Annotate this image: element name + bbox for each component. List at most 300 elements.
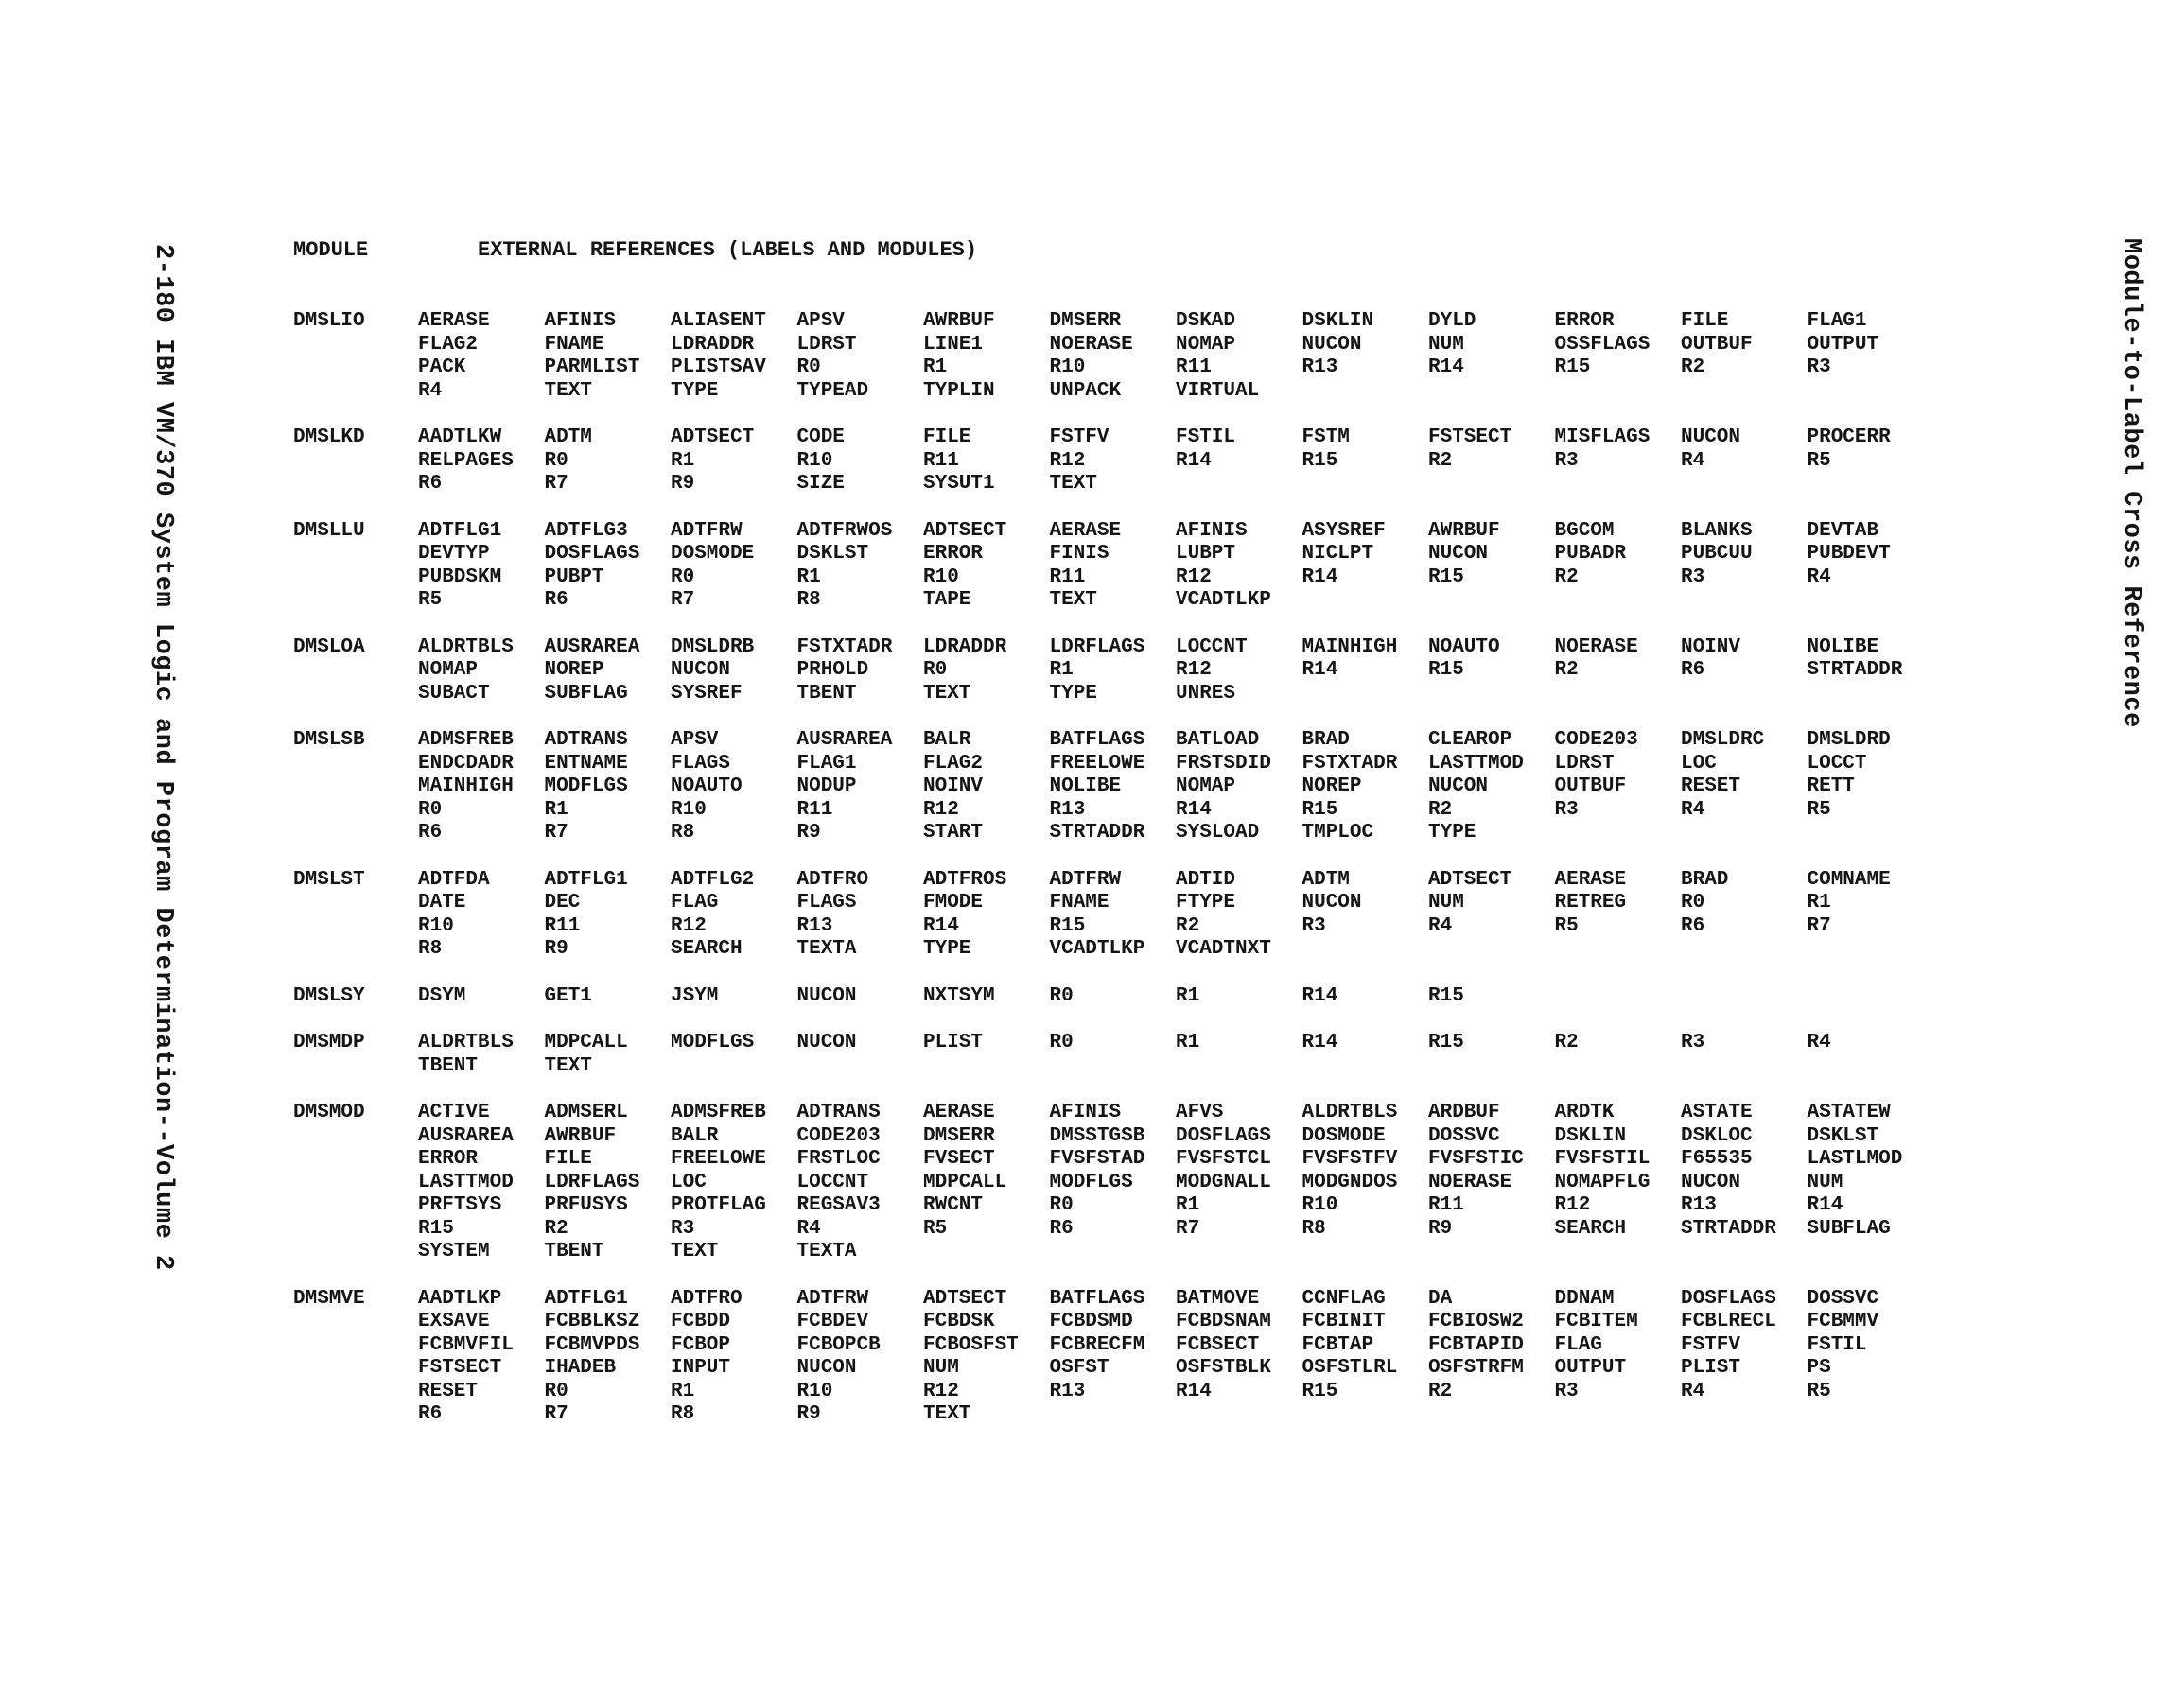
reference-label: R9 xyxy=(544,938,568,960)
reference-label: PUBADR xyxy=(1554,543,1627,565)
module-block xyxy=(293,310,2043,403)
reference-label: STRTADDR xyxy=(1807,659,1903,681)
reference-label: FLAG xyxy=(1554,1333,1602,1356)
reference-label: MODFLGS xyxy=(1049,1171,1133,1193)
reference-label: ADTFRO xyxy=(671,1287,743,1310)
reference-label: FREELOWE xyxy=(671,1148,766,1170)
reference-label: ADTFLG1 xyxy=(544,868,628,891)
reference-label: R14 xyxy=(1176,1380,1212,1402)
reference-label: PUBDEVT xyxy=(1807,543,1891,565)
reference-label: R15 xyxy=(1428,565,1464,588)
reference-label: OSFST xyxy=(1049,1357,1109,1379)
reference-label: LASTTMOD xyxy=(1428,752,1524,774)
reference-label: R10 xyxy=(1049,357,1086,378)
reference-label: R4 xyxy=(1807,1032,1831,1053)
reference-label: R4 xyxy=(1681,449,1705,472)
reference-label: ADTSECT xyxy=(923,1287,1007,1310)
reference-label: PUBCUU xyxy=(1681,543,1753,565)
reference-label: R2 xyxy=(1176,914,1200,937)
reference-label: R0 xyxy=(1049,1032,1074,1053)
reference-label: BATMOVE xyxy=(1176,1287,1260,1310)
reference-label: FVSFSTIL xyxy=(1554,1148,1651,1170)
reference-label: STRTADDR xyxy=(1681,1217,1776,1240)
reference-label: AFINIS xyxy=(1049,1102,1122,1123)
reference-label: CODE203 xyxy=(1554,729,1638,751)
reference-label: R4 xyxy=(1681,1380,1705,1402)
reference-label: FINIS xyxy=(1049,543,1109,565)
reference-label: ADTSECT xyxy=(671,426,755,448)
reference-label: R13 xyxy=(1681,1194,1717,1216)
reference-label: R9 xyxy=(796,1403,821,1425)
module-block xyxy=(293,985,2043,1009)
reference-label: NUCON xyxy=(1302,892,1362,913)
reference-label: R10 xyxy=(923,565,959,588)
reference-label: VCADTLKP xyxy=(1176,589,1271,611)
reference-label: ADTFRW xyxy=(796,1287,869,1310)
reference-label: FLAG2 xyxy=(418,333,479,356)
reference-label: R4 xyxy=(418,379,443,402)
reference-label: PROTFLAG xyxy=(671,1194,766,1216)
reference-label: AWRBUF xyxy=(1428,519,1500,542)
reference-label: FLAG1 xyxy=(796,752,857,774)
reference-label: COMNAME xyxy=(1807,868,1891,891)
reference-label: BATFLAGS xyxy=(1049,1287,1145,1310)
reference-label: R6 xyxy=(418,822,443,844)
reference-label: R14 xyxy=(923,914,959,937)
reference-label: NOERASE xyxy=(1428,1171,1512,1193)
reference-label: NICLPT xyxy=(1302,543,1374,565)
reference-label: NUCON xyxy=(671,659,731,681)
reference-label: R7 xyxy=(544,1403,568,1425)
reference-label: FCBINIT xyxy=(1302,1311,1386,1332)
reference-label: R1 xyxy=(923,357,948,378)
reference-label: R1 xyxy=(1176,1194,1200,1216)
reference-label: R10 xyxy=(796,1380,833,1402)
reference-label: AWRBUF xyxy=(923,310,995,332)
reference-label: R11 xyxy=(1176,357,1212,378)
reference-label: R8 xyxy=(671,1403,695,1425)
reference-label: ADTFLG3 xyxy=(544,519,628,542)
reference-label: LASTLMOD xyxy=(1807,1148,1903,1170)
reference-label: F65535 xyxy=(1681,1148,1753,1170)
reference-label: FCBOP xyxy=(671,1333,731,1356)
reference-label: NOINV xyxy=(1681,635,1741,658)
reference-label: AWRBUF xyxy=(544,1124,617,1147)
reference-label: LDRFLAGS xyxy=(1049,635,1145,658)
reference-label: R8 xyxy=(796,589,821,611)
reference-label: ADTRANS xyxy=(796,1102,881,1123)
reference-label: DOSMODE xyxy=(671,543,755,565)
reference-label: AADTLKP xyxy=(418,1287,502,1310)
reference-label: ADMSFREB xyxy=(418,729,514,751)
reference-label: PLIST xyxy=(1681,1357,1741,1379)
reference-grid xyxy=(418,1102,1933,1264)
reference-label: R11 xyxy=(1428,1194,1464,1216)
reference-label: FCBDSK xyxy=(923,1311,995,1332)
reference-label: TYPE xyxy=(671,379,719,402)
reference-label: R13 xyxy=(1049,1380,1086,1402)
reference-label: MAINHIGH xyxy=(418,775,514,797)
reference-label: ADTFLG1 xyxy=(418,519,502,542)
reference-label: FCBMVPDS xyxy=(544,1333,640,1356)
reference-label: TEXT xyxy=(544,1054,592,1077)
reference-label: MODFLGS xyxy=(544,775,628,797)
reference-label: OUTBUF xyxy=(1681,333,1753,356)
reference-label: DOSSVC xyxy=(1428,1124,1500,1147)
reference-label: R2 xyxy=(1428,798,1453,821)
module-name: DMSLIO xyxy=(293,310,365,332)
reference-label: R6 xyxy=(1681,914,1705,937)
reference-label: MDPCALL xyxy=(544,1032,628,1053)
reference-label: APSV xyxy=(796,310,845,332)
reference-label: FCBIOSW2 xyxy=(1428,1311,1524,1332)
reference-label: NUCON xyxy=(796,1032,857,1053)
reference-label: R10 xyxy=(418,914,454,937)
reference-label: SYSUT1 xyxy=(923,473,995,495)
reference-label: LOC xyxy=(1681,752,1717,774)
reference-label: DMSERR xyxy=(923,1124,995,1147)
reference-label: ALDRTBLS xyxy=(418,1032,514,1053)
reference-label: LOC xyxy=(671,1171,707,1193)
reference-label: R15 xyxy=(1302,798,1338,821)
references-column-header: EXTERNAL REFERENCES (LABELS AND MODULES) xyxy=(478,238,978,262)
reference-label: DOSFLAGS xyxy=(1681,1287,1776,1310)
reference-label: DYLD xyxy=(1428,310,1476,332)
reference-label: R5 xyxy=(1807,1380,1831,1402)
reference-label: R2 xyxy=(1554,659,1579,681)
reference-label: R14 xyxy=(1428,357,1464,378)
reference-label: DSKLST xyxy=(796,543,869,565)
reference-label: ARDBUF xyxy=(1428,1102,1500,1123)
reference-label: SEARCH xyxy=(671,938,743,960)
reference-label: R13 xyxy=(1302,357,1338,378)
reference-label: TEXT xyxy=(544,379,592,402)
reference-label: R14 xyxy=(1302,1032,1338,1053)
reference-label: FILE xyxy=(1681,310,1729,332)
reference-grid xyxy=(418,636,1933,706)
reference-label: DSKLIN xyxy=(1302,310,1374,332)
reference-label: AERASE xyxy=(1049,519,1122,542)
reference-label: ADTFRWOS xyxy=(796,519,893,542)
reference-label: R13 xyxy=(1049,798,1086,821)
reference-label: R1 xyxy=(796,565,821,588)
module-block xyxy=(293,729,2043,845)
reference-label: OSFSTRFM xyxy=(1428,1357,1524,1379)
reference-label: ENTNAME xyxy=(544,752,628,774)
reference-label: LDRST xyxy=(1554,752,1615,774)
reference-label: START xyxy=(923,822,984,844)
reference-label: R3 xyxy=(1554,798,1579,821)
reference-label: NUCON xyxy=(1302,333,1362,356)
reference-label: UNPACK xyxy=(1049,379,1122,402)
reference-label: LOCCT xyxy=(1807,752,1867,774)
reference-label: R7 xyxy=(1176,1217,1200,1240)
reference-label: BALR xyxy=(923,729,971,751)
reference-label: R1 xyxy=(671,1380,695,1402)
reference-label: NOAUTO xyxy=(1428,635,1500,658)
reference-grid xyxy=(418,310,1933,403)
reference-label: R13 xyxy=(796,914,833,937)
reference-label: R15 xyxy=(1302,1380,1338,1402)
reference-label: R6 xyxy=(418,473,443,495)
reference-label: FCBITEM xyxy=(1554,1311,1638,1332)
reference-grid xyxy=(418,869,1933,962)
reference-label: R2 xyxy=(1428,449,1453,472)
reference-label: PRFUSYS xyxy=(544,1194,628,1216)
reference-label: FCBDEV xyxy=(796,1311,869,1332)
reference-label: FSTIL xyxy=(1807,1333,1867,1356)
reference-label: R14 xyxy=(1807,1194,1843,1216)
reference-label: TEXT xyxy=(1049,589,1097,611)
reference-label: R14 xyxy=(1176,449,1212,472)
module-block xyxy=(293,520,2043,613)
reference-label: R2 xyxy=(544,1217,568,1240)
module-block xyxy=(293,636,2043,706)
reference-label: LDRADDR xyxy=(923,635,1007,658)
reference-label: FNAME xyxy=(1049,892,1109,913)
reference-label: FCBTAPID xyxy=(1428,1333,1524,1356)
reference-label: FLAG1 xyxy=(1807,310,1867,332)
reference-label: R8 xyxy=(671,822,695,844)
reference-label: CODE203 xyxy=(796,1124,881,1147)
reference-label: IHADEB xyxy=(544,1357,617,1379)
reference-label: R5 xyxy=(1554,914,1579,937)
reference-label: R12 xyxy=(923,798,959,821)
reference-label: R7 xyxy=(544,473,568,495)
reference-label: TAPE xyxy=(923,589,971,611)
reference-label: R5 xyxy=(418,589,443,611)
reference-label: LUBPT xyxy=(1176,543,1236,565)
reference-label: NOMAPFLG xyxy=(1554,1171,1651,1193)
reference-label: ACTIVE xyxy=(418,1102,490,1123)
reference-label: ADTM xyxy=(1302,868,1350,891)
reference-label: RESET xyxy=(418,1380,479,1402)
reference-grid xyxy=(418,985,1933,1009)
reference-label: R6 xyxy=(418,1403,443,1425)
reference-label: R0 xyxy=(796,357,821,378)
reference-label: R0 xyxy=(1049,1194,1074,1216)
reference-label: AUSRAREA xyxy=(418,1124,514,1147)
reference-label: AUSRAREA xyxy=(544,635,640,658)
reference-label: PRHOLD xyxy=(796,659,869,681)
reference-label: INPUT xyxy=(671,1357,731,1379)
reference-label: ASTATEW xyxy=(1807,1102,1891,1123)
reference-label: R8 xyxy=(1302,1217,1326,1240)
reference-label: SYSREF xyxy=(671,682,743,704)
reference-label: FILE xyxy=(923,426,971,448)
reference-label: R4 xyxy=(1681,798,1705,821)
reference-label: REGSAV3 xyxy=(796,1194,881,1216)
reference-label: LASTTMOD xyxy=(418,1171,514,1193)
reference-label: R11 xyxy=(923,449,959,472)
reference-label: R10 xyxy=(1302,1194,1338,1216)
reference-label: ADTFDA xyxy=(418,868,490,891)
reference-label: FCBDSMD xyxy=(1049,1311,1133,1332)
module-name: DMSLST xyxy=(293,868,365,891)
reference-label: R1 xyxy=(544,798,568,821)
reference-label: DSKLST xyxy=(1807,1124,1879,1147)
reference-label: NUCON xyxy=(1681,1171,1741,1193)
reference-label: STRTADDR xyxy=(1049,822,1145,844)
reference-label: NUM xyxy=(923,1357,959,1379)
reference-label: R14 xyxy=(1302,984,1338,1007)
reference-label: SYSTEM xyxy=(418,1241,490,1262)
reference-label: ADTFRO xyxy=(796,868,869,891)
reference-label: R14 xyxy=(1176,798,1212,821)
reference-label: FVSFSTCL xyxy=(1176,1148,1271,1170)
reference-label: DEVTYP xyxy=(418,543,490,565)
reference-label: ADTSECT xyxy=(923,519,1007,542)
reference-label: ARDTK xyxy=(1554,1102,1615,1123)
reference-label: R15 xyxy=(1428,1032,1464,1053)
reference-label: LDRFLAGS xyxy=(544,1171,640,1193)
reference-label: MODGNALL xyxy=(1176,1171,1271,1193)
reference-label: FREELOWE xyxy=(1049,752,1145,774)
reference-label: R9 xyxy=(796,822,821,844)
reference-label: ASYSREF xyxy=(1302,519,1386,542)
reference-label: R14 xyxy=(1302,565,1338,588)
reference-label: DMSERR xyxy=(1049,310,1122,332)
reference-label: TYPLIN xyxy=(923,379,995,402)
reference-label: FCBMMV xyxy=(1807,1311,1879,1332)
reference-label: R12 xyxy=(923,1380,959,1402)
reference-label: FLAG xyxy=(671,892,719,913)
reference-label: NOERASE xyxy=(1049,333,1133,356)
reference-label: NUCON xyxy=(796,984,857,1007)
reference-label: NOLIBE xyxy=(1807,635,1879,658)
reference-label: R3 xyxy=(671,1217,695,1240)
reference-label: NOMAP xyxy=(1176,333,1236,356)
reference-label: R11 xyxy=(1049,565,1086,588)
reference-label: TYPEAD xyxy=(796,379,869,402)
reference-label: DEVTAB xyxy=(1807,519,1879,542)
reference-label: LINE1 xyxy=(923,333,984,356)
reference-label: NXTSYM xyxy=(923,984,995,1007)
reference-label: AERASE xyxy=(923,1102,995,1123)
reference-label: EXSAVE xyxy=(418,1311,490,1332)
reference-label: OSSFLAGS xyxy=(1554,333,1651,356)
reference-label: NOREP xyxy=(1302,775,1362,797)
module-name: DMSMVE xyxy=(293,1287,365,1310)
reference-label: TMPLOC xyxy=(1302,822,1374,844)
reference-label: R0 xyxy=(418,798,443,821)
reference-label: R15 xyxy=(1049,914,1086,937)
reference-label: FSTXTADR xyxy=(1302,752,1398,774)
reference-label: OUTPUT xyxy=(1807,333,1879,356)
reference-label: R15 xyxy=(1428,659,1464,681)
reference-label: FCBMVFIL xyxy=(418,1333,514,1356)
reference-label: FSTXTADR xyxy=(796,635,893,658)
reference-label: R15 xyxy=(1554,357,1591,378)
reference-label: DATE xyxy=(418,892,466,913)
reference-label: R12 xyxy=(1049,449,1086,472)
reference-label: VCADTNXT xyxy=(1176,938,1271,960)
reference-label: DOSSVC xyxy=(1807,1287,1879,1310)
reference-label: R0 xyxy=(1049,984,1074,1007)
reference-label: R12 xyxy=(1176,659,1212,681)
reference-label: ALDRTBLS xyxy=(418,635,514,658)
reference-label: DSYM xyxy=(418,984,466,1007)
reference-label: R0 xyxy=(544,1380,568,1402)
reference-label: R2 xyxy=(1554,565,1579,588)
reference-label: DSKAD xyxy=(1176,310,1236,332)
reference-label: LDRADDR xyxy=(671,333,755,356)
reference-label: TEXT xyxy=(923,1403,971,1425)
module-block xyxy=(293,869,2043,962)
reference-label: PLIST xyxy=(923,1032,984,1053)
reference-label: FCBLRECL xyxy=(1681,1311,1776,1332)
reference-label: RWCNT xyxy=(923,1194,984,1216)
reference-label: ADMSFREB xyxy=(671,1102,766,1123)
reference-label: AFVS xyxy=(1176,1102,1224,1123)
reference-label: TYPE xyxy=(1049,682,1097,704)
reference-label: R6 xyxy=(1681,659,1705,681)
reference-label: NUCON xyxy=(1428,543,1489,565)
module-name: DMSLSB xyxy=(293,729,365,751)
module-name: DMSLKD xyxy=(293,426,365,448)
reference-label: TEXT xyxy=(923,682,971,704)
reference-grid xyxy=(418,520,1933,613)
reference-label: FLAG2 xyxy=(923,752,984,774)
reference-label: NODUP xyxy=(796,775,857,797)
reference-label: ASTATE xyxy=(1681,1102,1753,1123)
reference-label: RETREG xyxy=(1554,892,1627,913)
reference-label: AERASE xyxy=(418,310,490,332)
reference-label: NUCON xyxy=(796,1357,857,1379)
module-block xyxy=(293,426,2043,496)
reference-label: MODGNDOS xyxy=(1302,1171,1398,1193)
reference-label: R10 xyxy=(796,449,833,472)
reference-label: ALIASENT xyxy=(671,310,766,332)
reference-label: NUCON xyxy=(1681,426,1741,448)
reference-label: R7 xyxy=(544,822,568,844)
reference-label: FCBTAP xyxy=(1302,1333,1374,1356)
reference-label: FSTM xyxy=(1302,426,1350,448)
reference-label: ADTFRW xyxy=(1049,868,1122,891)
reference-label: TEXT xyxy=(1049,473,1097,495)
reference-label: BRAD xyxy=(1302,729,1350,751)
reference-label: DA xyxy=(1428,1287,1453,1310)
reference-label: TEXT xyxy=(671,1241,719,1262)
reference-label: TBENT xyxy=(418,1054,479,1077)
reference-label: FSTIL xyxy=(1176,426,1236,448)
reference-label: TEXTA xyxy=(796,938,857,960)
reference-grid xyxy=(418,729,1933,845)
module-block xyxy=(293,1102,2043,1264)
reference-label: FSTSECT xyxy=(1428,426,1512,448)
reference-label: TYPE xyxy=(923,938,971,960)
reference-label: PS xyxy=(1807,1357,1831,1379)
reference-label: FCBBLKSZ xyxy=(544,1311,640,1332)
reference-label: SIZE xyxy=(796,473,845,495)
reference-label: NUM xyxy=(1428,333,1464,356)
reference-label: SUBFLAG xyxy=(1807,1217,1891,1240)
section-title: Module-to-Label Cross Reference xyxy=(2117,238,2145,728)
reference-label: R4 xyxy=(796,1217,821,1240)
reference-label: BGCOM xyxy=(1554,519,1615,542)
reference-label: NOAUTO xyxy=(671,775,743,797)
reference-label: NUM xyxy=(1428,892,1464,913)
reference-grid xyxy=(418,1032,1933,1078)
reference-label: LDRST xyxy=(796,333,857,356)
reference-label: R12 xyxy=(671,914,707,937)
reference-label: R3 xyxy=(1554,449,1579,472)
reference-label: FCBDD xyxy=(671,1311,731,1332)
reference-label: DOSMODE xyxy=(1302,1124,1386,1147)
reference-label: FCBRECFM xyxy=(1049,1333,1145,1356)
reference-label: AUSRAREA xyxy=(796,729,893,751)
reference-label: ERROR xyxy=(923,543,984,565)
